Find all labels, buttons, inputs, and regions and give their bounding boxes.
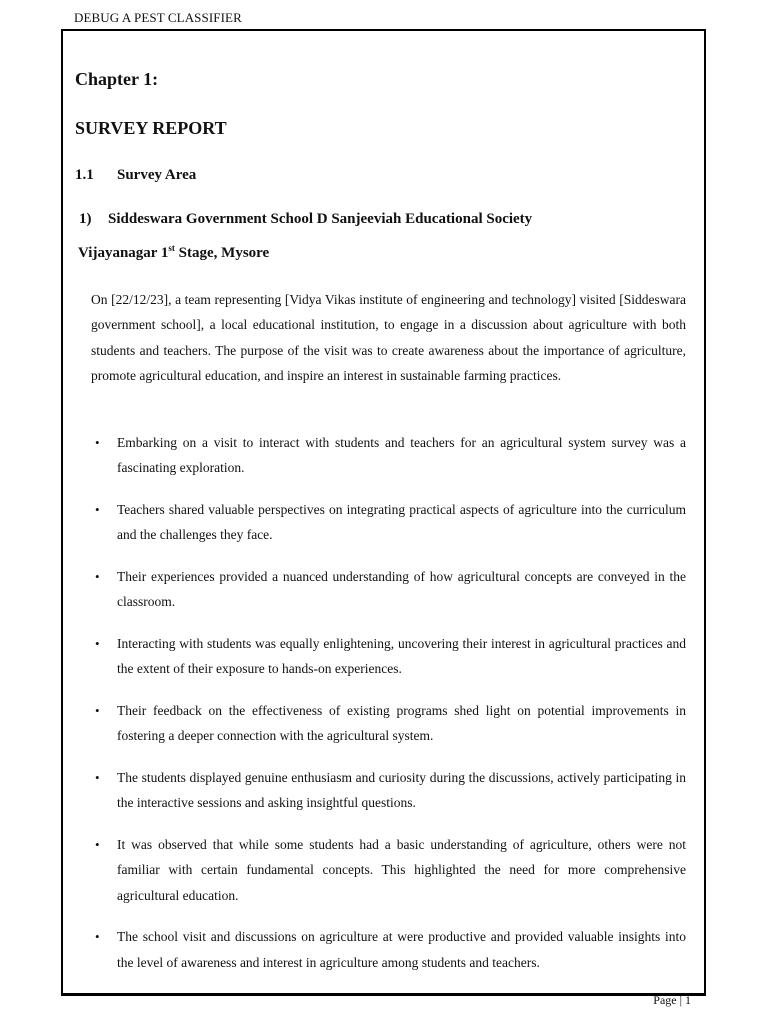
bullet-dot-icon: • <box>95 569 100 584</box>
bullet-dot-icon: • <box>95 703 100 718</box>
chapter-title: Chapter 1: <box>75 69 159 89</box>
list-item-text: Interacting with students was equally enlightening, uncovering their interest in agricultural practices and the extent of their exposure to hands-on experiences. <box>117 636 686 677</box>
bullet-dot-icon: • <box>95 837 100 852</box>
school-number: 1) <box>79 211 92 227</box>
section-number: 1.1 <box>75 167 94 183</box>
report-title: SURVEY REPORT <box>75 118 227 138</box>
school-name: Siddeswara Government School D Sanjeeviah Educational Society <box>108 211 533 227</box>
location-prefix: Vijayanagar 1 <box>78 245 169 261</box>
bullet-dot-icon: • <box>95 770 100 785</box>
list-item-text: Their experiences provided a nuanced understanding of how agricultural concepts are conveyed in the classroom. <box>117 569 686 610</box>
list-item-text: Teachers shared valuable perspectives on integrating practical aspects of agriculture into the curriculum and the challenges they face. <box>117 502 686 543</box>
bullet-dot-icon: • <box>95 636 100 651</box>
list-item-text: It was observed that while some students had a basic understanding of agriculture, others were not familiar with certain fundamental concepts. This highlighted the need for more comprehensive agricultural education. <box>117 837 686 903</box>
list-item <box>91 564 686 615</box>
list-item <box>91 430 686 481</box>
school-location <box>78 245 269 262</box>
list-item <box>91 924 686 975</box>
list-item <box>91 832 686 908</box>
list-item <box>91 765 686 816</box>
bullet-dot-icon: • <box>95 502 100 517</box>
school-heading <box>79 211 532 228</box>
section-title: Survey Area <box>117 167 197 183</box>
list-item-text: The school visit and discussions on agriculture at were productive and provided valuable insights into the level of awareness and interest in agriculture among students and teachers. <box>117 929 686 970</box>
bullet-list <box>91 430 686 991</box>
section-heading <box>75 167 196 184</box>
list-item <box>91 698 686 749</box>
page-number: Page | 1 <box>653 993 691 1007</box>
bullet-dot-icon: • <box>95 929 100 945</box>
running-header: DEBUG A PEST CLASSIFIER <box>74 10 242 25</box>
list-item-text: Embarking on a visit to interact with students and teachers for an agricultural system survey was a fascinating exploration. <box>117 435 686 476</box>
location-superscript: st <box>168 243 175 253</box>
list-item-text: Their feedback on the effectiveness of existing programs shed light on potential improvements in fostering a deeper connection with the agricultural system. <box>117 703 686 744</box>
list-item <box>91 497 686 548</box>
location-suffix: Stage, Mysore <box>174 245 270 261</box>
intro-paragraph: On [22/12/23], a team representing [Vidya Vikas institute of engineering and technology] visited [Siddeswara government school], a local educational institution, to engage in a discussion about agriculture with both students and teachers. The purpose of the visit was to create awareness about the importance of agriculture, promote agricultural education, and inspire an interest in sustainable farming practices. <box>91 292 686 384</box>
list-item <box>91 631 686 682</box>
bullet-dot-icon: • <box>95 435 100 450</box>
list-item-text: The students displayed genuine enthusiasm and curiosity during the discussions, actively participating in the interactive sessions and asking insightful questions. <box>117 770 686 811</box>
